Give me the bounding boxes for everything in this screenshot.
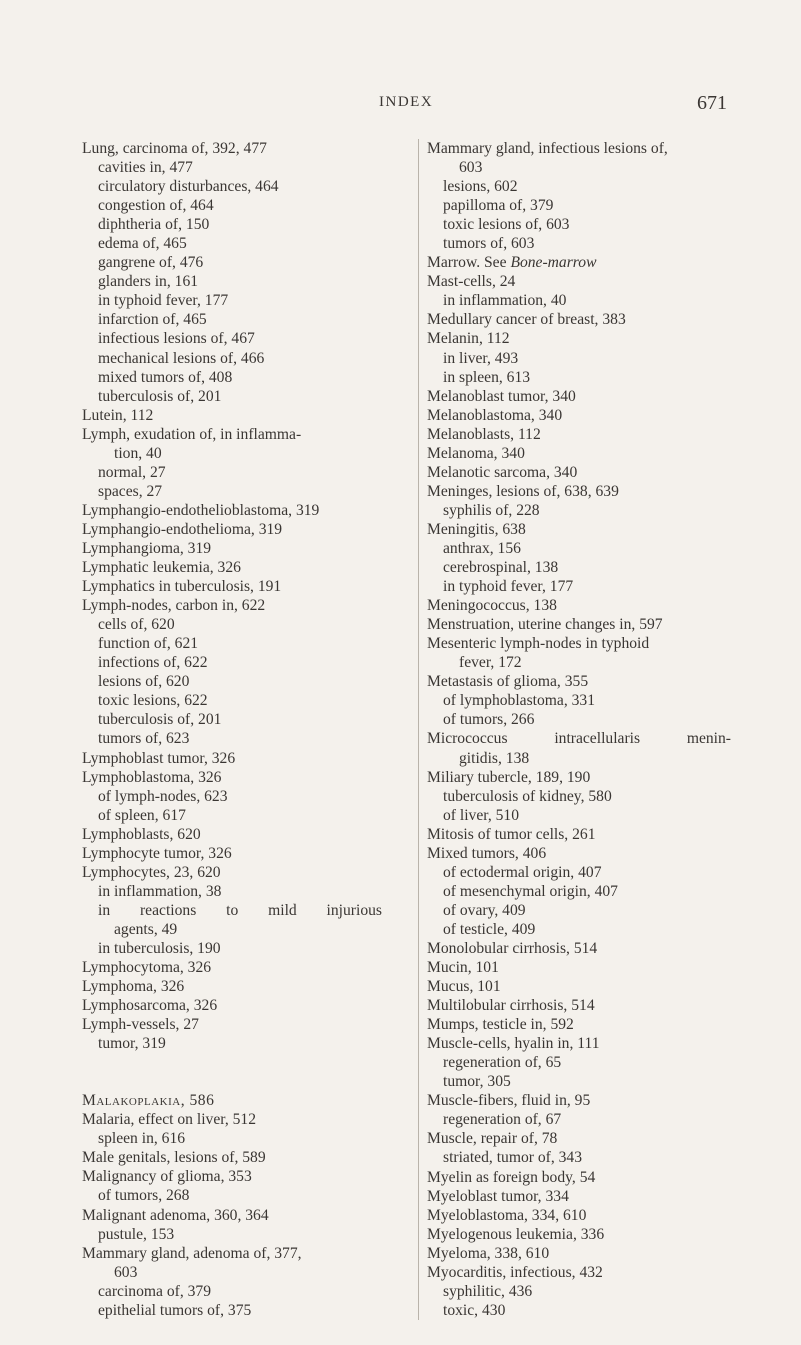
- index-entry: Multilobular cirrhosis, 514: [427, 997, 595, 1015]
- index-entry: Lutein, 112: [82, 406, 154, 424]
- index-entry: Myeloblast tumor, 334: [427, 1187, 569, 1205]
- index-entry: Myelogenous leukemia, 336: [427, 1225, 605, 1243]
- index-entry: Lymphoma, 326: [82, 978, 185, 996]
- index-subentry: of mesenchymal origin, 407: [443, 882, 618, 900]
- index-entry: Metastasis of glioma, 355: [427, 673, 589, 691]
- entry-word: reactions: [139, 901, 197, 919]
- index-subentry: gangrene of, 476: [98, 254, 204, 272]
- index-entry: Lymphoblasts, 620: [82, 825, 201, 843]
- index-subentry: function of, 621: [98, 635, 199, 653]
- index-entry: Menstruation, uterine changes in, 597: [427, 616, 663, 634]
- index-entry: Lymphocyte tumor, 326: [82, 844, 232, 862]
- index-entry: Malaria, effect on liver, 512: [82, 1111, 257, 1129]
- index-subentry: diphtheria of, 150: [98, 216, 210, 234]
- index-entry: Mammary gland, infectious lesions of,: [427, 140, 668, 157]
- index-subentry: spaces, 27: [98, 482, 163, 500]
- index-entry: Myeloblastoma, 334, 610: [427, 1206, 587, 1224]
- index-entry: Lymphocytoma, 326: [82, 959, 212, 977]
- index-entry: Lymphosarcoma, 326: [82, 997, 218, 1015]
- index-subentry: in typhoid fever, 177: [443, 578, 574, 596]
- index-entry: Mesenteric lymph-nodes in typhoid: [427, 635, 650, 653]
- page-header: [0, 92, 801, 122]
- index-entry-cross-reference: [423, 253, 731, 272]
- index-entry: Malignancy of glioma, 353: [82, 1168, 252, 1186]
- entry-word: in: [98, 901, 111, 919]
- index-entry: Lymph, exudation of, in inflamma-: [82, 425, 302, 443]
- index-entry-continuation: tion, 40: [114, 444, 162, 462]
- index-subentry: infectious lesions of, 467: [98, 330, 255, 348]
- index-entry: Melanoblasts, 112: [427, 425, 541, 443]
- entry-text: Marrow. See: [427, 254, 511, 272]
- index-entry: Mucus, 101: [427, 978, 501, 996]
- index-subentry: infarction of, 465: [98, 311, 207, 329]
- index-section-start-entry: Malakoplakia, 586: [82, 1092, 215, 1110]
- index-subentry: of tumors, 268: [98, 1187, 190, 1205]
- index-subentry: regeneration of, 65: [443, 1054, 562, 1072]
- index-subentry: normal, 27: [98, 463, 166, 481]
- index-subentry: tumor, 305: [443, 1073, 511, 1091]
- index-subentry: regeneration of, 67: [443, 1111, 562, 1129]
- entry-word: mild: [268, 901, 297, 919]
- index-entry: Mumps, testicle in, 592: [427, 1016, 574, 1034]
- section-gap: [82, 1053, 382, 1091]
- index-entry: Lymph-nodes, carbon in, 622: [82, 597, 266, 615]
- index-subentry: pustule, 153: [98, 1225, 175, 1243]
- index-entry-continuation: 603: [459, 159, 483, 177]
- index-entry: Muscle-fibers, fluid in, 95: [427, 1092, 591, 1110]
- index-subentry: in inflammation, 38: [98, 882, 222, 900]
- index-entry: Medullary cancer of breast, 383: [427, 311, 626, 329]
- index-subentry: syphilitic, 436: [443, 1282, 533, 1300]
- index-subentry: tuberculosis of kidney, 580: [443, 787, 612, 805]
- index-subentry: papilloma of, 379: [443, 197, 554, 215]
- index-entry: Mucin, 101: [427, 959, 499, 977]
- index-subentry: syphilis of, 228: [443, 501, 540, 519]
- index-column-left: [82, 139, 382, 1320]
- index-entry: Monolobular cirrhosis, 514: [427, 939, 598, 957]
- index-subentry: lesions of, 620: [98, 673, 190, 691]
- index-entry: Lymphocytes, 23, 620: [82, 863, 221, 881]
- index-entry: Lymphangioma, 319: [82, 539, 212, 557]
- entry-word: Micrococcus: [427, 730, 508, 748]
- index-subentry: tuberculosis of, 201: [98, 387, 222, 405]
- index-subentry: tuberculosis of, 201: [98, 711, 222, 729]
- running-head: INDEX: [379, 94, 434, 110]
- index-subentry: circulatory disturbances, 464: [98, 178, 279, 196]
- entry-word: menin-: [686, 730, 731, 748]
- index-entry: Lymphangio-endothelioblastoma, 319: [82, 501, 320, 519]
- index-entry: Meningitis, 638: [427, 520, 526, 538]
- index-entry: Lymphangio-endothelioma, 319: [82, 520, 283, 538]
- index-subentry: in spleen, 613: [443, 368, 531, 386]
- index-subentry: of liver, 510: [443, 806, 520, 824]
- entry-word: injurious: [326, 901, 382, 919]
- index-subentry: toxic lesions, 622: [98, 692, 208, 710]
- entry-word: to: [226, 901, 239, 919]
- index-entry: Meninges, lesions of, 638, 639: [427, 482, 619, 500]
- index-entry: Muscle, repair of, 78: [427, 1130, 558, 1148]
- index-entry: Melanoblast tumor, 340: [427, 387, 576, 405]
- index-entry: [423, 729, 731, 748]
- index-entry: Mast-cells, 24: [427, 273, 516, 291]
- index-subentry: toxic, 430: [443, 1301, 506, 1319]
- index-subentry: of tumors, 266: [443, 711, 535, 729]
- index-entry: Lymph-vessels, 27: [82, 1016, 199, 1034]
- index-entry: Myeloma, 338, 610: [427, 1244, 550, 1262]
- index-entry: Mammary gland, adenoma of, 377,: [82, 1244, 302, 1262]
- index-subentry: glanders in, 161: [98, 273, 199, 291]
- index-subentry: of ectodermal origin, 407: [443, 863, 602, 881]
- index-entry: Lymphatics in tuberculosis, 191: [82, 578, 282, 596]
- index-entry: Melanoblastoma, 340: [427, 406, 563, 424]
- index-subentry: epithelial tumors of, 375: [98, 1301, 252, 1319]
- index-subentry: of lymphoblastoma, 331: [443, 692, 596, 710]
- index-subentry: in liver, 493: [443, 349, 519, 367]
- index-subentry: in typhoid fever, 177: [98, 292, 229, 310]
- index-entry: Melanotic sarcoma, 340: [427, 463, 578, 481]
- index-subentry: spleen in, 616: [98, 1130, 186, 1148]
- index-entry: Lymphoblastoma, 326: [82, 768, 222, 786]
- index-subentry: in inflammation, 40: [443, 292, 567, 310]
- index-subentry: edema of, 465: [98, 235, 187, 253]
- index-subentry: toxic lesions of, 603: [443, 216, 570, 234]
- index-subentry: infections of, 622: [98, 654, 208, 672]
- index-entry-continuation: gitidis, 138: [459, 749, 530, 767]
- index-subentry: of ovary, 409: [443, 901, 526, 919]
- cross-reference-target: Bone-marrow: [510, 254, 597, 272]
- index-subentry: cerebrospinal, 138: [443, 559, 559, 577]
- entry-word: intracellularis: [554, 730, 641, 748]
- index-entry: Melanin, 112: [427, 330, 510, 348]
- index-entry: Malignant adenoma, 360, 364: [82, 1206, 269, 1224]
- index-subentry: tumors of, 623: [98, 730, 190, 748]
- index-subentry: mixed tumors of, 408: [98, 368, 233, 386]
- index-entry: Myocarditis, infectious, 432: [427, 1263, 603, 1281]
- index-entry: Miliary tubercle, 189, 190: [427, 768, 591, 786]
- index-subentry: in tuberculosis, 190: [98, 939, 221, 957]
- index-entry: Mitosis of tumor cells, 261: [427, 825, 596, 843]
- index-subentry: congestion of, 464: [98, 197, 214, 215]
- index-subentry: anthrax, 156: [443, 539, 521, 557]
- index-subentry: tumors of, 603: [443, 235, 535, 253]
- index-entry: Meningococcus, 138: [427, 597, 557, 615]
- index-entry: Lung, carcinoma of, 392, 477: [82, 140, 267, 157]
- index-entry: [82, 901, 382, 920]
- index-entry: Male genitals, lesions of, 589: [82, 1149, 266, 1167]
- index-subentry: lesions, 602: [443, 178, 518, 196]
- index-entry: Myelin as foreign body, 54: [427, 1168, 596, 1186]
- index-entry: Muscle-cells, hyalin in, 111: [427, 1035, 600, 1053]
- index-entry-continuation: 603: [114, 1263, 138, 1281]
- index-entry: Lymphoblast tumor, 326: [82, 749, 236, 767]
- index-subentry: carcinoma of, 379: [98, 1282, 212, 1300]
- index-column-right: [418, 139, 731, 1320]
- index-entry: Lymphatic leukemia, 326: [82, 559, 241, 577]
- index-entry-continuation: agents, 49: [114, 920, 178, 938]
- index-subentry: mechanical lesions of, 466: [98, 349, 265, 367]
- index-subentry: striated, tumor of, 343: [443, 1149, 583, 1167]
- index-subentry: tumor, 319: [98, 1035, 166, 1053]
- index-entry: Mixed tumors, 406: [427, 844, 547, 862]
- index-entry: Melanoma, 340: [427, 444, 525, 462]
- index-subentry: of spleen, 617: [98, 806, 186, 824]
- index-subentry: of lymph-nodes, 623: [98, 787, 228, 805]
- page-number: 671: [697, 92, 727, 114]
- index-subentry: of testicle, 409: [443, 920, 536, 938]
- index-entry-continuation: fever, 172: [459, 654, 522, 672]
- index-subentry: cells of, 620: [98, 616, 175, 634]
- index-subentry: cavities in, 477: [98, 159, 193, 177]
